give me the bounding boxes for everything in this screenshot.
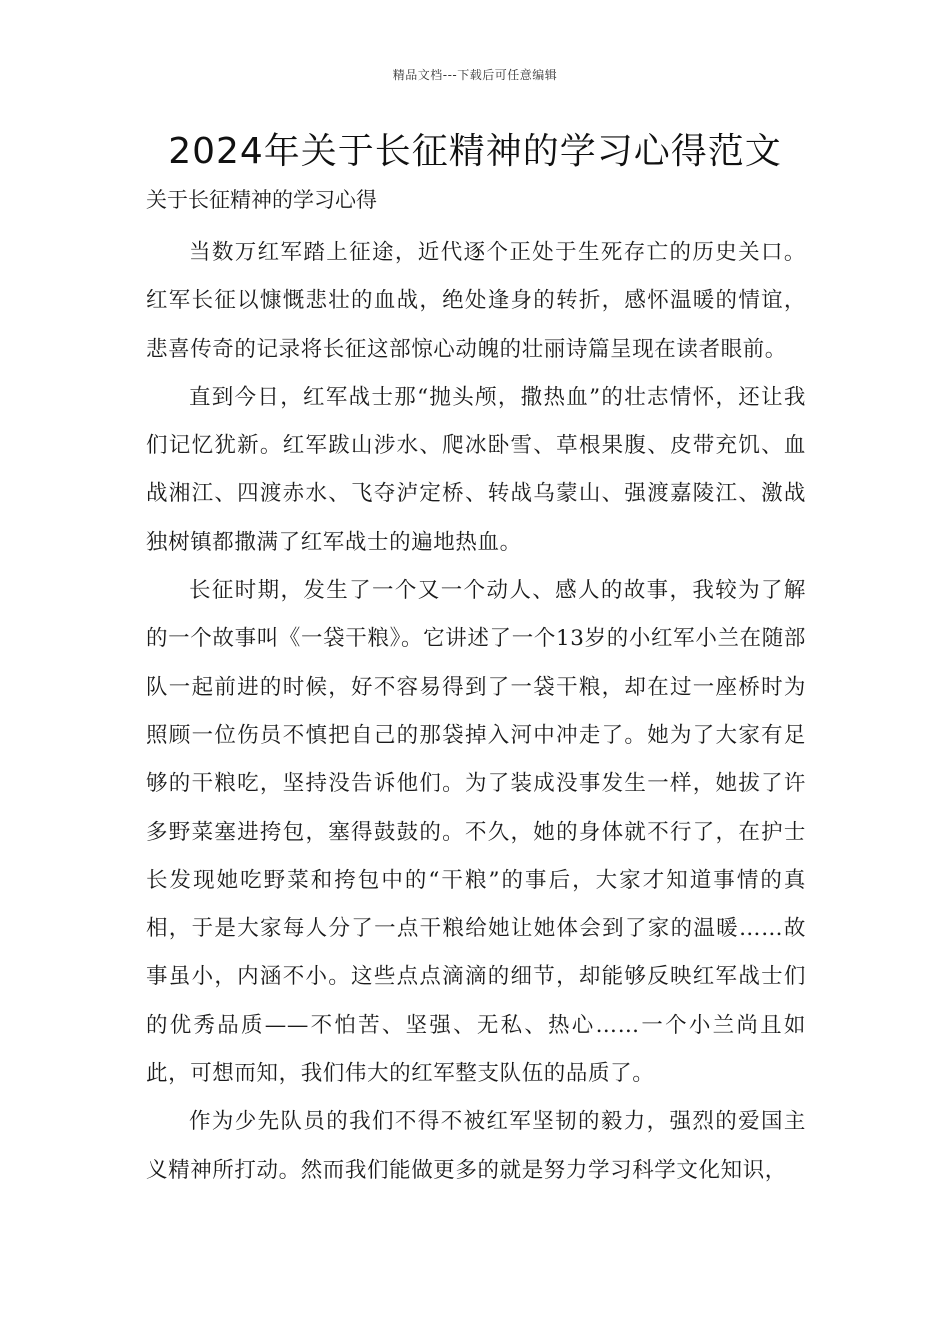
document-subtitle: 关于长征精神的学习心得 xyxy=(146,188,377,212)
paragraph-1: 当数万红军踏上征途，近代逐个正处于生死存亡的历史关口。红军长征以慷慨悲壮的血战，绝处逢身的转折，感怀温暖的情谊，悲喜传奇的记录将长征这部惊心动魄的壮丽诗篇呈现在读者眼前。 xyxy=(146,240,806,362)
document-title: 2024年关于长征精神的学习心得范文 xyxy=(168,131,782,172)
paragraph-4: 作为少先队员的我们不得不被红军坚韧的毅力，强烈的爱国主义精神所打动。然而我们能做更多的就是努力学习科学文化知识， xyxy=(146,1109,806,1183)
page-header: 精品文档---下载后可任意编辑 xyxy=(392,68,558,82)
paragraph-3: 长征时期，发生了一个又一个动人、感人的故事，我较为了解的一个故事叫《一袋干粮》。它讲述了一个13岁的小红军小兰在随部队一起前进的时候，好不容易得到了一袋干粮，却在过一座桥时为照顾一位伤员不慎把自己的那袋掉入河中冲走了。她为了大家有足够的干粮吃，坚持没告诉他们。为了装成没事发生一样，她拔了许多野菜塞进挎包，塞得鼓鼓的。不久，她的身体就不行了，在护士长发现她吃野菜和挎包中的“干粮”的事后，大家才知道事情的真相，于是大家每人分了一点干粮给她让她体会到了家的温暖……故事虽小，内涵不小。这些点点滴滴的细节，却能够反映红军战士们的优秀品质——不怕苦、坚强、无私、热心……一个小兰尚且如此，可想而知，我们伟大的红军整支队伍的品质了。 xyxy=(146,578,806,1087)
document-body xyxy=(146,229,806,1195)
paragraph-2: 直到今日，红军战士那“抛头颅，撒热血”的壮志情怀，还让我们记忆犹新。红军跋山涉水、爬冰卧雪、草根果腹、皮带充饥、血战湘江、四渡赤水、飞夺泸定桥、转战乌蒙山、强渡嘉陵江、激战独树镇都撒满了红军战士的遍地热血。 xyxy=(146,384,806,555)
